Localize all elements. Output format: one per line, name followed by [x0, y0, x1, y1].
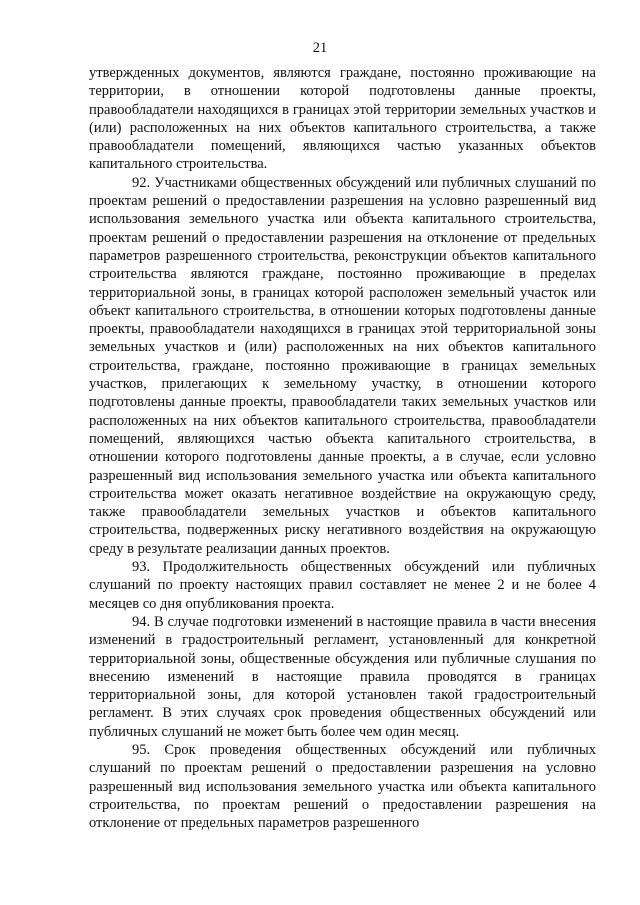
paragraph-93: 93. Продолжительность общественных обсуждений или публичных слушаний по проекту настоящих правил составляет не менее 2 и не более 4 месяцев со дня опубликования проекта.: [89, 559, 596, 612]
document-body: [89, 64, 596, 832]
paragraph-continuation: утвержденных документов, являются граждане, постоянно проживающие на территории, в отношении которой подготовлены данные проекты, правообладатели находящихся в границах этой территории земельных участков и (или) расположенных на них объектов капитального строительства, а также правообладатели помещений, являющихся частью указанных объектов капитального строительства.: [89, 65, 596, 173]
paragraph-92: 92. Участниками общественных обсуждений или публичных слушаний по проектам решений о предоставлении разрешения на условно разрешенный вид использования земельного участка или объекта капитального строительства, проектам решений о предоставлении разрешения на отклонение от предельных параметров разрешенного строительства, реконструкции объектов капитального строительства являются граждане, постоянно проживающие в пределах территориальной зоны, в границах которой расположен земельный участок или объект капитального строительства, в отношении которых подготовлены данные проекты, правообладатели находящихся в границах этой территориальной зоны земельных участков и (или) расположенных на них объектов капитального строительства, граждане, постоянно проживающие в границах земельных участков, прилегающих к земельному участку, в отношении которого подготовлены данные проекты, правообладатели таких земельных участков или расположенных на них объектов капитального строительства, правообладатели помещений, являющихся частью объекта капитального строительства, в отношении которого подготовлены данные проекты, а в случае, если условно разрешенный вид использования земельного участка или объекта капитального строительства может оказать негативное воздействие на окружающую среду, также правообладатели земельных участков и объектов капитального строительства, подверженных риску негативного воздействия на окружающую среду в результате реализации данных проектов.: [89, 174, 596, 557]
paragraph-94: 94. В случае подготовки изменений в настоящие правила в части внесения изменений в градостроительный регламент, установленный для конкретной территориальной зоны, общественные обсуждения или публичные слушания по внесению изменений в настоящие правила проводятся в границах территориальной зоны, для которой установлен такой градостроительный регламент. В этих случаях срок проведения общественных обсуждений или публичных слушаний не может быть более чем один месяц.: [89, 613, 596, 740]
paragraph-95: 95. Срок проведения общественных обсуждений или публичных слушаний по проектам решений о предоставлении разрешения на условно разрешенный вид использования земельного участка или объекта капитального строительства, по проектам решений о предоставлении разрешения на отклонение от предельных параметров разрешенного: [89, 741, 596, 832]
page-number: 21: [312, 40, 328, 56]
